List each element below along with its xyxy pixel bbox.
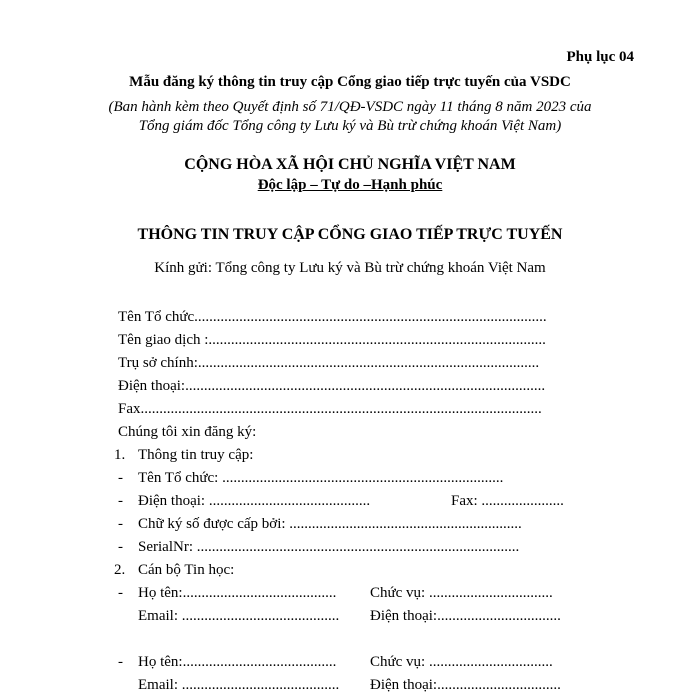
section-1-heading [0, 446, 700, 464]
bullet-dash: - [118, 493, 123, 509]
it-staff-1-email-field[interactable]: Email: .......................................... [138, 608, 340, 624]
it-staff-1-position-field[interactable]: Chức vụ: ................................. [370, 585, 553, 601]
country-heading: CỘNG HÒA XÃ HỘI CHỦ NGHĨA VIỆT NAM [184, 156, 516, 173]
motto [0, 176, 700, 194]
it-staff-1-contact-row [0, 607, 700, 625]
it-staff-2-name-row [0, 653, 700, 671]
access-fax-field[interactable]: Fax: ...................... [451, 493, 564, 509]
register-intro: Chúng tôi xin đăng ký: [118, 424, 257, 440]
access-org-name-row [0, 469, 700, 487]
access-phone-field[interactable]: Điện thoại: ........................................... [138, 493, 371, 509]
serial-row [0, 538, 700, 556]
access-phone-row [0, 492, 700, 510]
recipient-line: Kính gửi: Tổng công ty Lưu ký và Bù trừ chứng khoán Việt Nam [154, 260, 546, 276]
section-1-number: 1. [114, 447, 126, 463]
head-office-field[interactable]: Trụ sở chính:........................................................................................... [118, 355, 540, 371]
section-2-heading [0, 561, 700, 579]
access-org-name-field[interactable]: Tên Tổ chức: ........................................................................... [138, 470, 504, 486]
digital-signature-row [0, 515, 700, 533]
it-staff-1-name-field[interactable]: Họ tên:......................................... [138, 585, 337, 601]
issued-line-2: Tổng giám đốc Tổng công ty Lưu ký và Bù trừ chứng khoán Việt Nam) [138, 118, 562, 134]
phone-field[interactable]: Điện thoại:................................................................................................ [118, 378, 546, 394]
it-staff-2-contact-row [0, 676, 700, 694]
section-1-title: Thông tin truy cập: [138, 447, 254, 463]
appendix-label: Phụ lục 04 [566, 49, 634, 65]
bullet-dash: - [118, 654, 123, 670]
trade-name-field[interactable]: Tên giao dịch :.......................................................................................... [118, 332, 546, 348]
document-title: THÔNG TIN TRUY CẬP CỔNG GIAO TIẾP TRỰC TUYẾN [137, 226, 563, 243]
serial-field[interactable]: SerialNr: ...................................................................................... [138, 539, 520, 555]
bullet-dash: - [118, 470, 123, 486]
it-staff-1-phone-field[interactable]: Điện thoại:................................. [370, 608, 561, 624]
it-staff-2-phone-field[interactable]: Điện thoại:................................. [370, 677, 561, 693]
it-staff-2-email-field[interactable]: Email: .......................................... [138, 677, 340, 693]
section-2-title: Cán bộ Tin học: [138, 562, 235, 578]
form-title: Mẫu đăng ký thông tin truy cập Cổng giao tiếp trực tuyến của VSDC [129, 74, 571, 90]
it-staff-1-name-row [0, 584, 700, 602]
issued-line-1: (Ban hành kèm theo Quyết định số 71/QĐ-VSDC ngày 11 tháng 8 năm 2023 của [108, 99, 592, 115]
org-name-field[interactable]: Tên Tổ chức.............................................................................................. [118, 309, 547, 325]
it-staff-2-name-field[interactable]: Họ tên:......................................... [138, 654, 337, 670]
it-staff-2-position-field[interactable]: Chức vụ: ................................. [370, 654, 553, 670]
fax-field[interactable]: Fax........................................................................................................... [118, 401, 542, 417]
bullet-dash: - [118, 516, 123, 532]
bullet-dash: - [118, 539, 123, 555]
section-2-number: 2. [114, 562, 126, 578]
motto-text: Độc lập – Tự do –Hạnh phúc [257, 177, 443, 193]
bullet-dash: - [118, 585, 123, 601]
digital-signature-field[interactable]: Chữ ký số được cấp bởi: .............................................................. [138, 516, 522, 532]
